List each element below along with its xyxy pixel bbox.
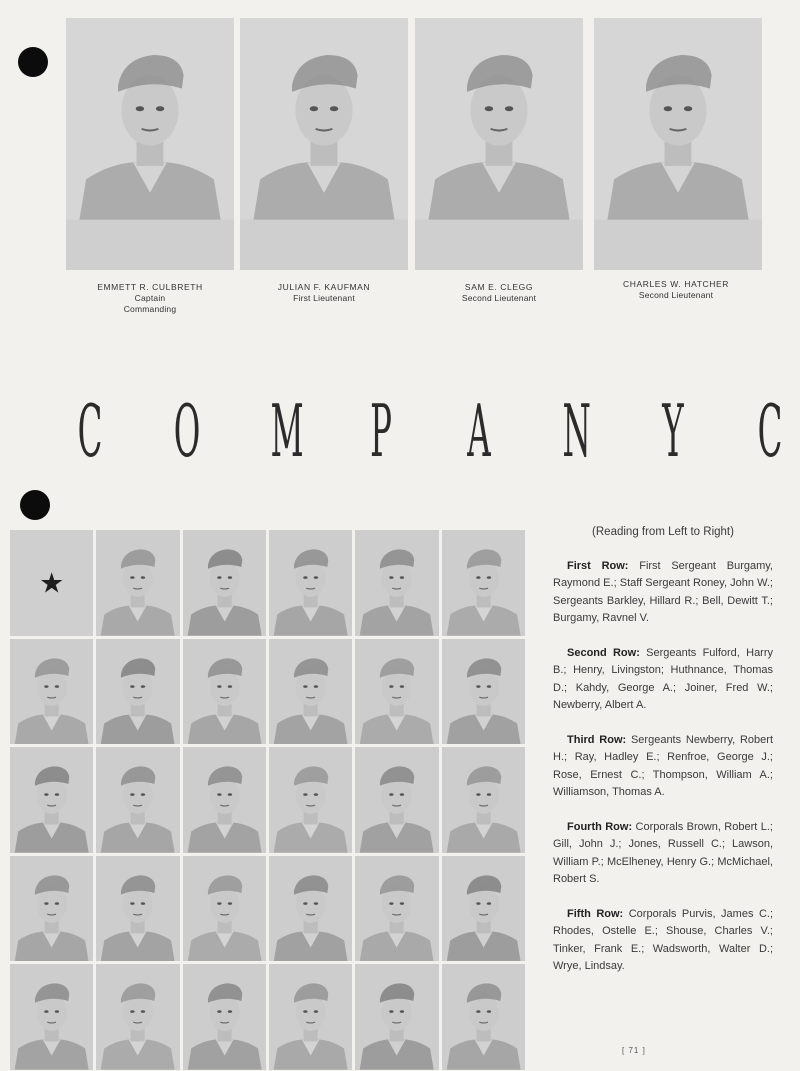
officer-rank: Second Lieutenant — [461, 293, 537, 303]
soldier-portrait-image — [10, 856, 93, 962]
title-letter: A — [466, 389, 491, 473]
soldier-portrait-image — [442, 856, 525, 962]
soldier-photo — [269, 856, 352, 962]
soldier-portrait-image — [240, 18, 408, 220]
officer-caption — [415, 282, 583, 304]
soldier-portrait-image — [96, 856, 179, 962]
soldier-portrait-image — [183, 639, 266, 745]
soldier-portrait-image — [96, 964, 179, 1070]
roster-paragraph — [553, 732, 773, 802]
soldier-portrait-image — [355, 530, 438, 636]
roster-paragraph — [553, 558, 773, 628]
soldier-portrait-image — [96, 530, 179, 636]
roster-paragraph — [553, 906, 773, 976]
soldier-photo — [96, 747, 179, 853]
soldier-photo — [10, 747, 93, 853]
soldier-photo — [96, 964, 179, 1070]
soldier-photo — [96, 530, 179, 636]
soldier-portrait-image — [442, 530, 525, 636]
soldier-portrait-image — [442, 964, 525, 1070]
soldier-photo — [442, 639, 525, 745]
soldier-portrait-image — [96, 639, 179, 745]
title-letter: Y — [662, 389, 684, 473]
row-label: Fourth Row: — [567, 820, 633, 833]
soldier-portrait-image — [355, 856, 438, 962]
row-label: Fifth Row: — [567, 907, 624, 920]
soldier-photo — [183, 964, 266, 1070]
row-names: Sergeants Newberry, Robert H.; Ray, Hadley E.; Renfroe, George J.; Rose, Ernest C.; Thompson, William A.; Williamson, Thomas A. — [553, 733, 774, 798]
title-letter: M — [270, 389, 304, 473]
officer-role: Commanding — [123, 304, 177, 314]
soldier-photo — [269, 964, 352, 1070]
soldier-portrait-image — [269, 530, 352, 636]
officer-name: EMMETT R. CULBRETH — [97, 282, 203, 292]
soldier-photo — [10, 964, 93, 1070]
officer-caption — [240, 282, 408, 304]
officer-caption — [66, 282, 234, 315]
enlisted-photo-grid — [10, 530, 525, 1070]
soldier-portrait-image — [183, 964, 266, 1070]
officer-rank: Captain — [134, 293, 166, 303]
soldier-portrait-image — [415, 18, 583, 220]
roster-text — [553, 524, 773, 993]
soldier-portrait-image — [269, 639, 352, 745]
page-number: [ 71 ] — [622, 1046, 646, 1055]
soldier-portrait-image — [269, 747, 352, 853]
soldier-portrait-image — [442, 747, 525, 853]
officer-portrait — [66, 18, 234, 270]
soldier-portrait-image — [355, 747, 438, 853]
soldier-portrait-image — [10, 747, 93, 853]
roster-heading: (Reading from Left to Right) — [592, 526, 734, 538]
soldier-photo — [10, 639, 93, 745]
title-letter: N — [562, 389, 591, 473]
soldier-photo — [355, 964, 438, 1070]
soldier-portrait-image — [594, 18, 762, 220]
soldier-photo — [355, 530, 438, 636]
officer-rank: First Lieutenant — [293, 293, 355, 303]
title-letter: O — [173, 389, 201, 473]
soldier-photo — [269, 747, 352, 853]
soldier-photo — [10, 856, 93, 962]
row-names: First Sergeant Burgamy, Raymond E.; Staff Sergeant Roney, John W.; Sergeants Barkley, Hillard R.; Bell, Dewitt T.; Burgamy, Ravnel V. — [553, 559, 773, 624]
soldier-photo — [355, 747, 438, 853]
soldier-portrait-image — [183, 747, 266, 853]
title-letter: C — [77, 389, 103, 473]
binder-hole-middle — [20, 490, 50, 520]
row-names: Sergeants Fulford, Harry B.; Henry, Livingston; Huthnance, Thomas D.; Kahdy, George A.; Joiner, Fred W.; Newberry, Albert A. — [553, 646, 774, 711]
roster-paragraph — [553, 645, 773, 715]
soldier-photo — [183, 639, 266, 745]
soldier-portrait-image — [355, 639, 438, 745]
roster-paragraph — [553, 819, 773, 889]
officer-portrait — [594, 18, 762, 270]
soldier-portrait-image — [10, 639, 93, 745]
officer-name: JULIAN F. KAUFMAN — [277, 282, 371, 292]
soldier-photo — [442, 530, 525, 636]
soldier-photo — [355, 856, 438, 962]
officer-rank: Second Lieutenant — [638, 290, 714, 300]
officer-portrait — [240, 18, 408, 270]
row-names: Corporals Brown, Robert L.; Gill, John J.; Jones, Russell C.; Lawson, William P.; McElheney, Henry G.; McMichael, Robert S. — [553, 820, 773, 885]
row-label: Second Row: — [567, 646, 640, 659]
title-letter: P — [370, 389, 393, 473]
title-letter: C — [757, 389, 783, 473]
soldier-portrait-image — [66, 18, 234, 220]
soldier-portrait-image — [183, 856, 266, 962]
soldier-photo — [269, 530, 352, 636]
soldier-photo — [442, 964, 525, 1070]
officer-name: SAM E. CLEGG — [464, 282, 534, 292]
row-label: Third Row: — [567, 733, 627, 746]
soldier-photo — [442, 856, 525, 962]
soldier-photo — [96, 856, 179, 962]
binder-hole-top — [18, 47, 48, 77]
officer-portrait — [415, 18, 583, 270]
row-label: First Row: — [567, 559, 629, 572]
soldier-portrait-image — [96, 747, 179, 853]
company-title — [60, 389, 800, 473]
row-names: Corporals Purvis, James C.; Rhodes, Ostelle E.; Shouse, Charles V.; Tinker, Frank E.; Wadsworth, Walter D.; Wrye, Lindsay. — [553, 907, 774, 972]
soldier-portrait-image — [183, 530, 266, 636]
officer-caption — [592, 279, 760, 301]
soldier-photo — [183, 856, 266, 962]
soldier-portrait-image — [269, 964, 352, 1070]
soldier-photo — [183, 530, 266, 636]
star-icon: ★ — [39, 566, 65, 600]
soldier-portrait-image — [442, 639, 525, 745]
soldier-portrait-image — [355, 964, 438, 1070]
soldier-portrait-image — [269, 856, 352, 962]
soldier-photo — [269, 639, 352, 745]
soldier-photo — [442, 747, 525, 853]
soldier-photo — [355, 639, 438, 745]
officer-name: CHARLES W. HATCHER — [622, 279, 730, 289]
soldier-photo — [96, 639, 179, 745]
star-placeholder-cell — [10, 530, 93, 636]
soldier-photo — [183, 747, 266, 853]
soldier-portrait-image — [10, 964, 93, 1070]
